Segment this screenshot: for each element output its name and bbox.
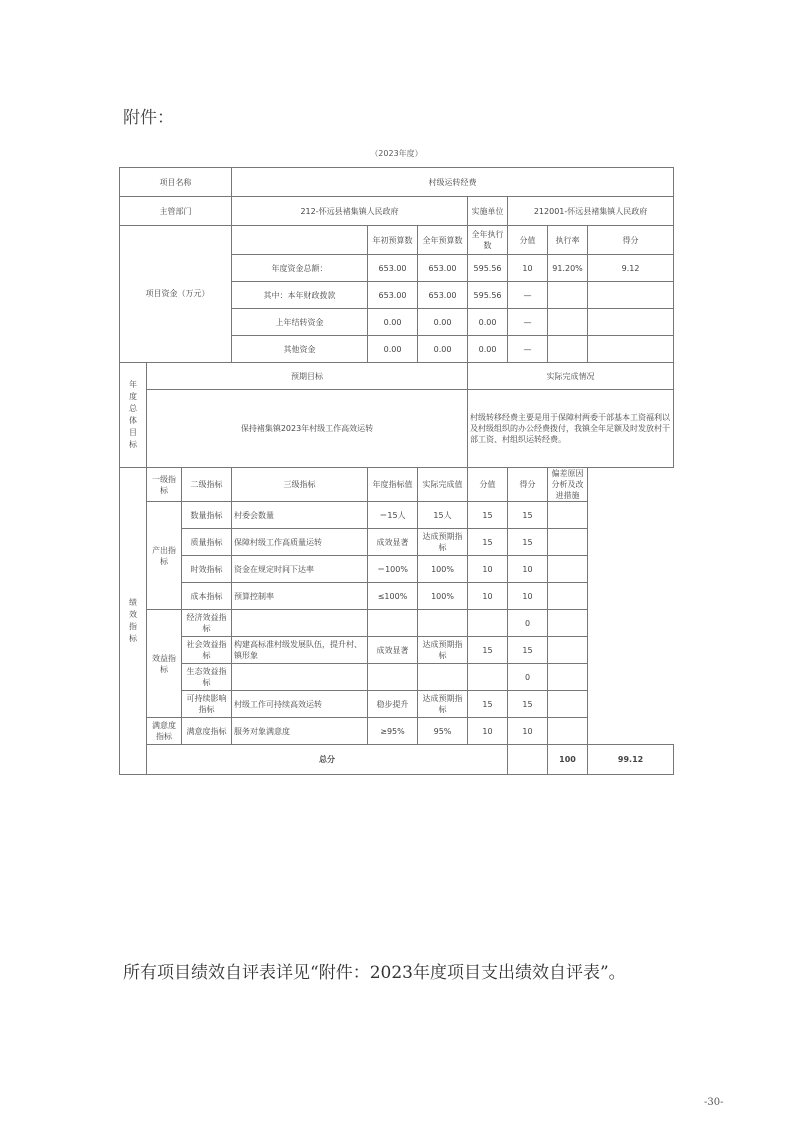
perf-level3: 资金在规定时间下达率 xyxy=(232,556,368,583)
perf-value: 15 xyxy=(468,529,508,556)
perf-level2: 满意度指标 xyxy=(182,718,232,745)
funds-row-score-value: — xyxy=(508,282,548,309)
perf-value xyxy=(468,664,508,691)
funds-header-score: 得分 xyxy=(588,226,674,255)
funds-row-annual: 653.00 xyxy=(418,255,468,282)
funds-row-rate xyxy=(548,309,588,336)
perf-level2: 质量指标 xyxy=(182,529,232,556)
perf-level2: 可持续影响指标 xyxy=(182,691,232,718)
perf-remark xyxy=(548,610,588,637)
perf-score: 15 xyxy=(508,502,548,529)
perf-remark xyxy=(548,691,588,718)
perf-level2: 数量指标 xyxy=(182,502,232,529)
perf-score: 15 xyxy=(508,691,548,718)
perf-target: 成效显著 xyxy=(368,529,418,556)
perf-row xyxy=(120,691,674,718)
perf-value: 15 xyxy=(468,502,508,529)
total-score: 99.12 xyxy=(588,745,674,775)
project-name-label: 项目名称 xyxy=(120,168,232,197)
perf-score: 10 xyxy=(508,556,548,583)
funds-row-initial: 0.00 xyxy=(368,336,418,363)
perf-score: 15 xyxy=(508,637,548,664)
dept-value: 212-怀远县褚集镇人民政府 xyxy=(232,197,468,226)
perf-score: 15 xyxy=(508,529,548,556)
perf-header-level3: 三级指标 xyxy=(232,468,368,502)
year-label: （2023年度） xyxy=(370,149,423,158)
funds-row-label: 上年结转资金 xyxy=(232,309,368,336)
perf-remark xyxy=(548,664,588,691)
perf-header-target: 年度指标值 xyxy=(368,468,418,502)
perf-row xyxy=(120,610,674,637)
perf-score: 10 xyxy=(508,583,548,610)
perf-value: 15 xyxy=(468,637,508,664)
perf-value: 10 xyxy=(468,556,508,583)
perf-level3: 村级工作可持续高效运转 xyxy=(232,691,368,718)
perf-remark xyxy=(548,556,588,583)
expected-goal: 保持褚集镇2023年村级工作高效运转 xyxy=(147,390,468,468)
perf-remark xyxy=(548,718,588,745)
funds-row-score: 9.12 xyxy=(588,255,674,282)
performance-evaluation-table xyxy=(119,167,674,775)
funds-row-score xyxy=(588,309,674,336)
dept-label: 主管部门 xyxy=(120,197,232,226)
perf-row xyxy=(120,664,674,691)
funds-row-rate: 91.20% xyxy=(548,255,588,282)
perf-row xyxy=(120,583,674,610)
perf-header-score: 得分 xyxy=(508,468,548,502)
total-value: 100 xyxy=(548,745,588,775)
perf-row xyxy=(120,637,674,664)
funds-header-blank xyxy=(232,226,368,255)
funds-row-rate xyxy=(548,282,588,309)
impl-unit-value: 212001-怀远县褚集镇人民政府 xyxy=(508,197,674,226)
funds-row-executed: 595.56 xyxy=(468,255,508,282)
perf-actual: 达成预期指标 xyxy=(418,637,468,664)
funds-row-initial: 653.00 xyxy=(368,282,418,309)
perf-row xyxy=(120,556,674,583)
perf-actual: 达成预期指标 xyxy=(418,691,468,718)
project-name: 村级运转经费 xyxy=(232,168,674,197)
funds-row-annual: 653.00 xyxy=(418,282,468,309)
funds-row-executed: 0.00 xyxy=(468,309,508,336)
total-blank xyxy=(508,745,548,775)
actual-label: 实际完成情况 xyxy=(468,363,674,390)
perf-level3 xyxy=(232,610,368,637)
level1-output: 产出指标 xyxy=(147,502,182,610)
funds-label xyxy=(120,226,232,363)
funds-row-initial: 0.00 xyxy=(368,309,418,336)
funds-row-executed: 595.56 xyxy=(468,282,508,309)
perf-header-level1: 一级指标 xyxy=(147,468,182,502)
perf-target: ≤100% xyxy=(368,583,418,610)
funds-row-rate xyxy=(548,336,588,363)
total-label: 总分 xyxy=(147,745,508,775)
funds-row-initial: 653.00 xyxy=(368,255,418,282)
funds-header-executed: 全年执行数 xyxy=(468,226,508,255)
perf-level2: 社会效益指标 xyxy=(182,637,232,664)
perf-level2: 经济效益指标 xyxy=(182,610,232,637)
perf-value xyxy=(468,610,508,637)
perf-target: 成效显著 xyxy=(368,637,418,664)
funds-row-score-value: — xyxy=(508,336,548,363)
perf-value: 10 xyxy=(468,583,508,610)
perf-score: 0 xyxy=(508,610,548,637)
goal-section-label-text: 年度总体目标 xyxy=(129,380,137,449)
page-number: -30- xyxy=(704,1097,724,1108)
goal-section-label xyxy=(120,363,147,468)
perf-level3: 服务对象满意度 xyxy=(232,718,368,745)
perf-actual: 达成预期指标 xyxy=(418,529,468,556)
perf-score: 10 xyxy=(508,718,548,745)
perf-level3: 村委会数量 xyxy=(232,502,368,529)
funds-header-initial: 年初预算数 xyxy=(368,226,418,255)
perf-remark xyxy=(548,529,588,556)
perf-level3: 保障村级工作高质量运转 xyxy=(232,529,368,556)
funds-header-value: 分值 xyxy=(508,226,548,255)
funds-row-score xyxy=(588,282,674,309)
perf-level2: 时效指标 xyxy=(182,556,232,583)
perf-level3: 构建高标准村级发展队伍，提升村、镇形象 xyxy=(232,637,368,664)
perf-remark xyxy=(548,583,588,610)
perf-level3 xyxy=(232,664,368,691)
perf-row xyxy=(120,718,674,745)
funds-header-annual: 全年预算数 xyxy=(418,226,468,255)
funds-row-label: 年度资金总额： xyxy=(232,255,368,282)
perf-target: 稳步提升 xyxy=(368,691,418,718)
level1-effect: 效益指标 xyxy=(147,610,182,718)
perf-header-level2: 二级指标 xyxy=(182,468,232,502)
perf-target: ＝100% xyxy=(368,556,418,583)
expected-goal-label: 预期目标 xyxy=(147,363,468,390)
funds-row-score-value: — xyxy=(508,309,548,336)
perf-target xyxy=(368,664,418,691)
funds-label-text: 项目资金（万元） xyxy=(145,289,210,298)
footer-caption: 所有项目绩效自评表详见“附件：2023年度项目支出绩效自评表”。 xyxy=(123,963,626,983)
funds-row-annual: 0.00 xyxy=(418,336,468,363)
funds-row-label: 其中：本年财政拨款 xyxy=(232,282,368,309)
funds-row-score-value: 10 xyxy=(508,255,548,282)
perf-actual: 95% xyxy=(418,718,468,745)
perf-header-value: 分值 xyxy=(468,468,508,502)
perf-score: 0 xyxy=(508,664,548,691)
funds-row-score xyxy=(588,336,674,363)
funds-header-rate: 执行率 xyxy=(548,226,588,255)
perf-actual xyxy=(418,610,468,637)
perf-section-label-text: 绩效指标 xyxy=(129,598,137,643)
impl-unit-label: 实施单位 xyxy=(468,197,508,226)
perf-remark xyxy=(548,502,588,529)
perf-actual xyxy=(418,664,468,691)
level1-satisfaction: 满意度指标 xyxy=(147,718,182,745)
perf-actual: 100% xyxy=(418,583,468,610)
funds-row-label: 其他资金 xyxy=(232,336,368,363)
perf-level2: 成本指标 xyxy=(182,583,232,610)
perf-target: ≥95% xyxy=(368,718,418,745)
perf-remark xyxy=(548,637,588,664)
perf-section-label xyxy=(120,468,147,775)
perf-actual: 100% xyxy=(418,556,468,583)
funds-row-executed: 0.00 xyxy=(468,336,508,363)
attachment-label: 附件： xyxy=(123,108,174,128)
perf-value: 10 xyxy=(468,718,508,745)
perf-row xyxy=(120,529,674,556)
perf-target xyxy=(368,610,418,637)
perf-header-actual: 实际完成值 xyxy=(418,468,468,502)
perf-actual: 15人 xyxy=(418,502,468,529)
perf-value: 15 xyxy=(468,691,508,718)
perf-row xyxy=(120,502,674,529)
perf-level3: 预算控制率 xyxy=(232,583,368,610)
perf-target: ＝15人 xyxy=(368,502,418,529)
actual-goal: 村级转移经费主要是用于保障村两委干部基本工资福利以及村级组织的办公经费拨付，我镇全年足额及时发放村干部工资、村组织运转经费。 xyxy=(468,390,674,468)
perf-level2: 生态效益指标 xyxy=(182,664,232,691)
perf-header-remark: 偏差原因分析及改进措施 xyxy=(548,468,588,502)
funds-row-annual: 0.00 xyxy=(418,309,468,336)
